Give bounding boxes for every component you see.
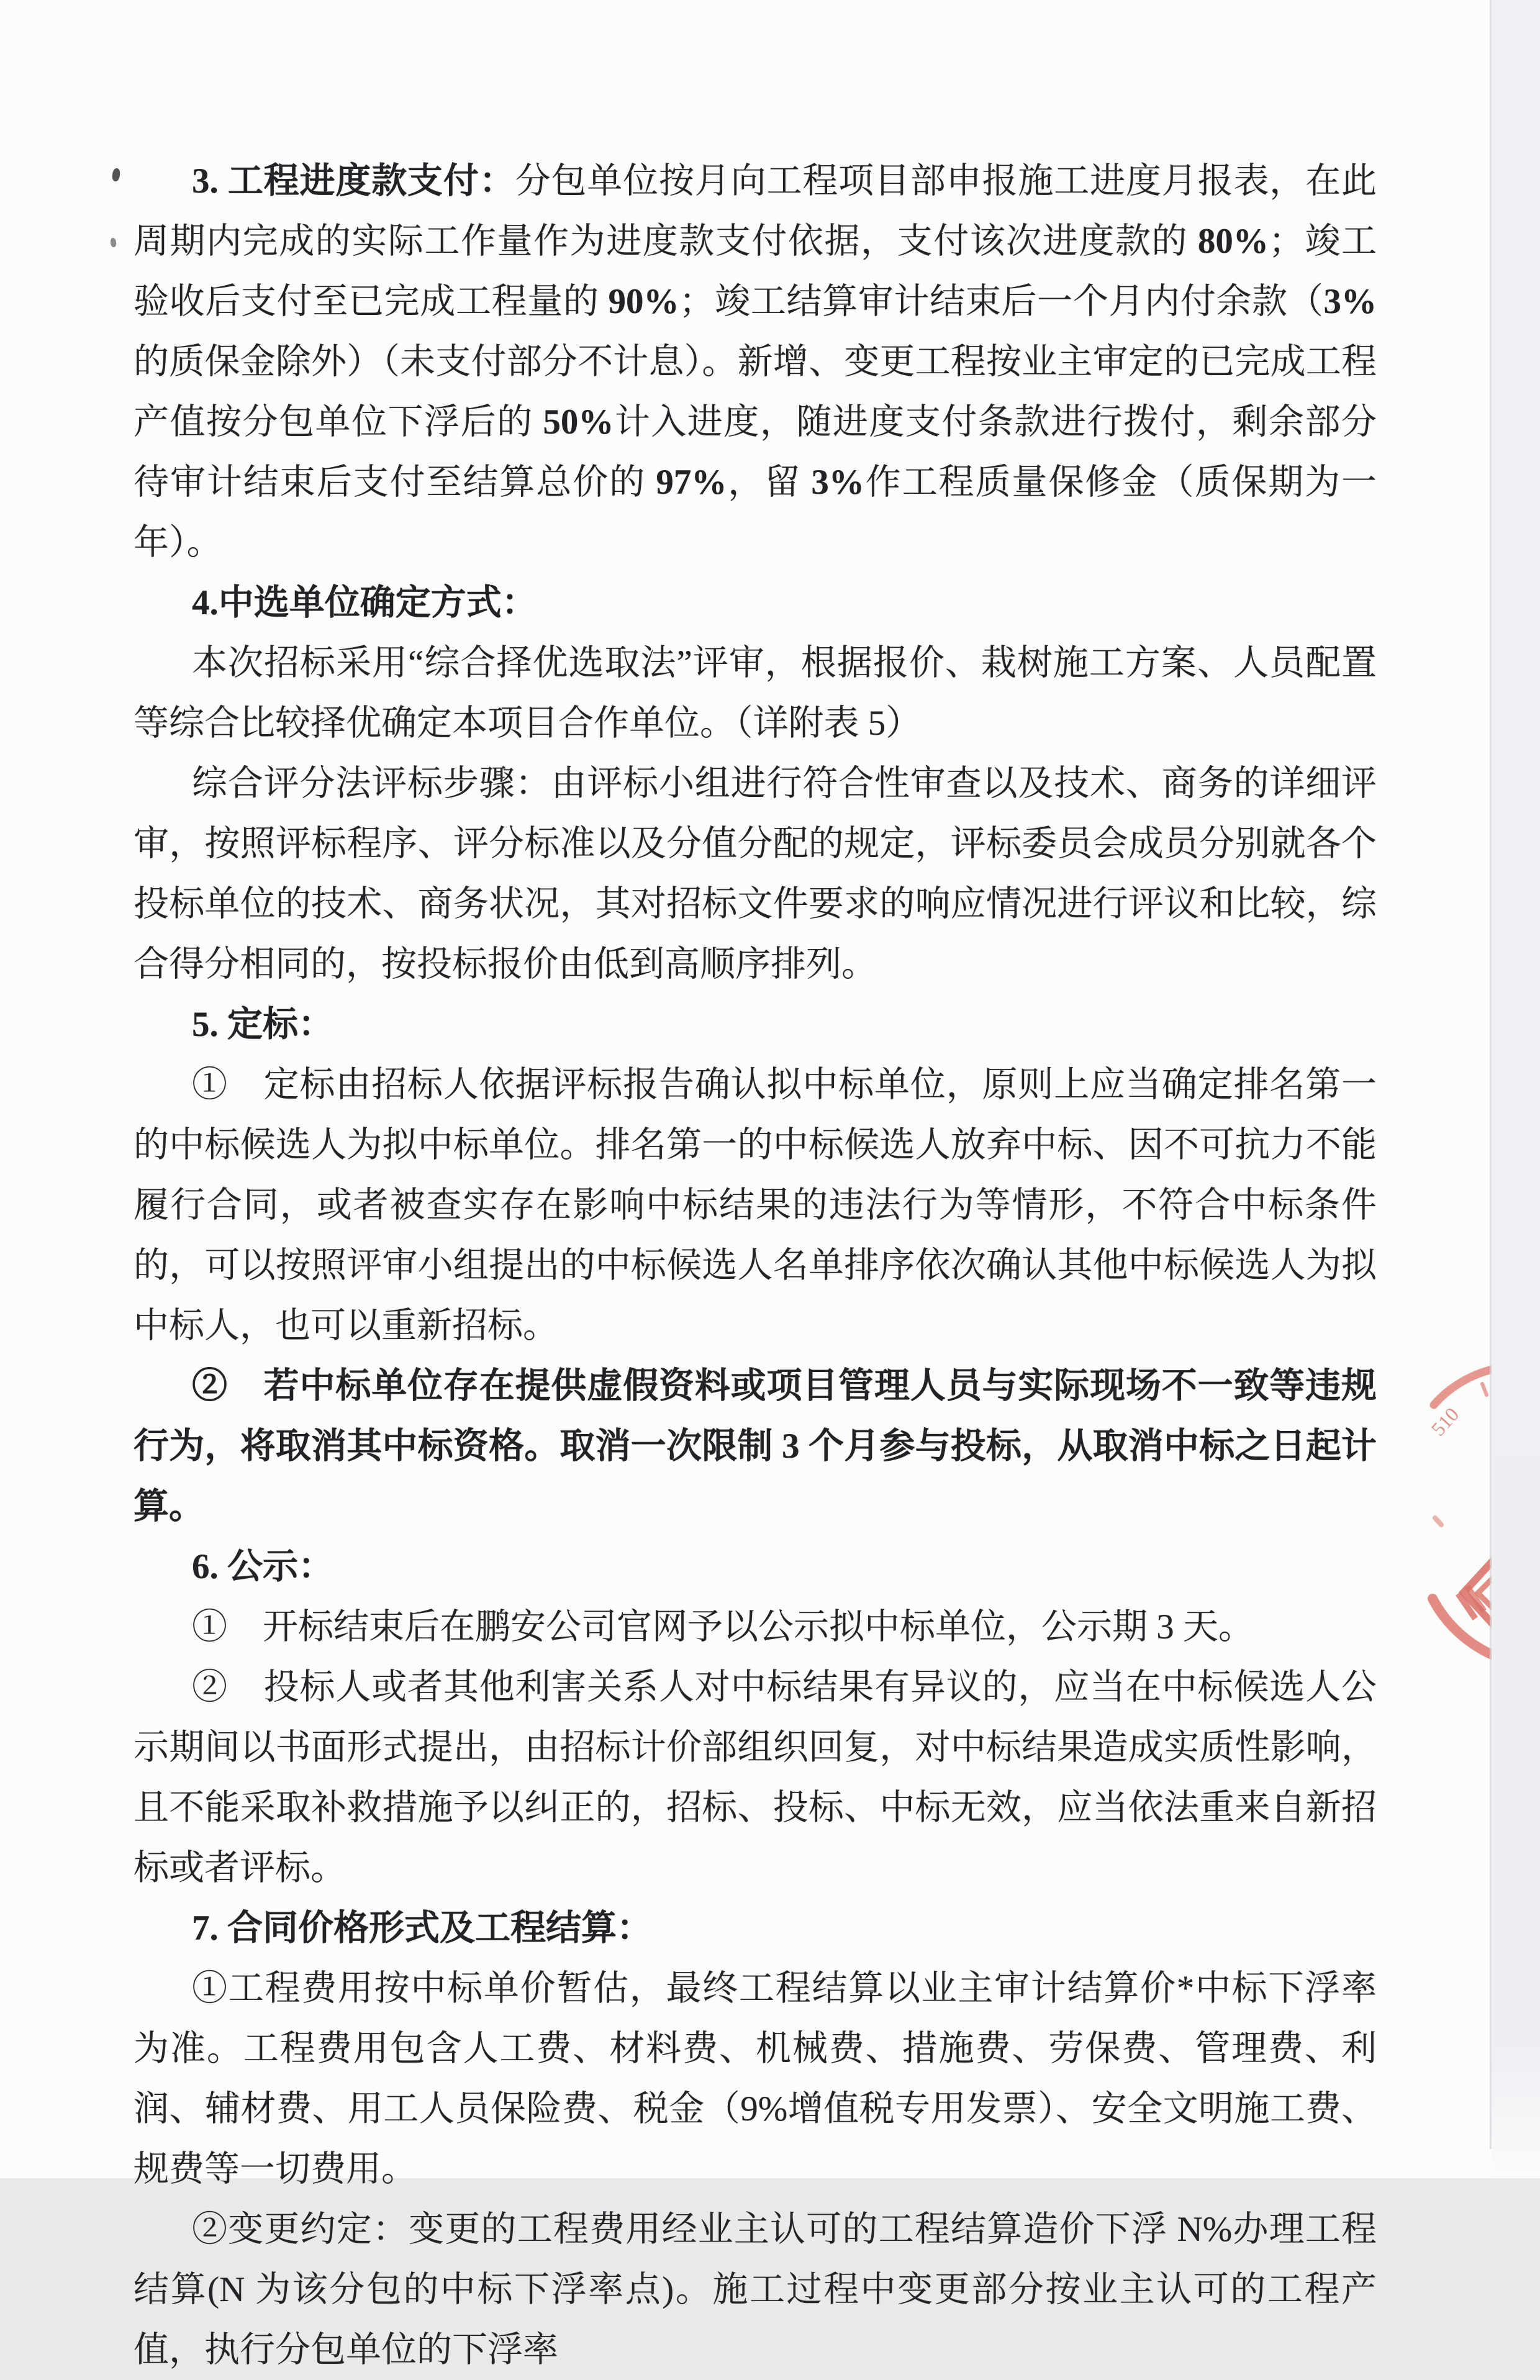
paragraph-publicity-item-2 (134, 1657, 1377, 1898)
percent-value: 80% (1197, 222, 1269, 261)
section-heading-5: 5. 定标： (192, 1005, 333, 1044)
stamp-arc-text: 510 (1426, 1402, 1464, 1440)
paragraph-heading-publicity (134, 1537, 1377, 1597)
paragraph-heading-contract-price (134, 1898, 1377, 1958)
percent-value: 3% (1323, 282, 1377, 321)
paragraph-publicity-item-1 (134, 1597, 1377, 1657)
text-segment: ① 定标由招标人依据评标报告确认拟中标单位，原则上应当确定排名第一的中标候选人为拟中标单位。排名第一的中标候选人放弃中标、因不可抗力不能履行合同，或者被查实存在影响中标结果的违法行为等情形，不符合中标条件的，可以按照评审小组提出的中标候选人名单排序依次确认其他中标候选人为拟中标人，也可以重新招标。 (134, 1065, 1377, 1345)
paragraph-contract-price-item-1 (134, 1958, 1377, 2199)
text-segment: ②变更约定：变更的工程费用经业主认可的工程结算造价下浮 N%办理工程结算(N 为该分包的中标下浮率点)。施工过程中变更部分按业主认可的工程产值，执行分包单位的下浮率 (134, 2210, 1377, 2369)
paragraph-contract-price-item-2 (134, 2199, 1377, 2380)
red-seal-stamp (1387, 1361, 1492, 1661)
text-segment: ② 投标人或者其他利害关系人对中标结果有异议的，应当在中标候选人公示期间以书面形式提出，由招标计价部组织回复，对中标结果造成实质性影响，且不能采取补救措施予以纠正的，招标、投标、中标无效，应当依法重来自新招标或者评标。 (134, 1668, 1377, 1887)
section-heading-6: 6. 公示： (192, 1547, 333, 1586)
text-segment: ，留 (727, 463, 812, 502)
text-segment: ② 若中标单位存在提供虚假资料或项目管理人员与实际现场不一致等违规行为，将取消其中标资格。取消一次限制 3 个月参与投标，从取消中标之日起计算。 (134, 1366, 1377, 1526)
percent-value: 90% (608, 282, 679, 321)
paragraph-heading-selection-method (134, 573, 1377, 633)
text-segment: 作工程质量保修金（质保期为一年）。 (134, 463, 1377, 562)
text-segment: ；竣工结算审计结束后一个月内付余款（ (679, 282, 1324, 321)
paragraph-award-item-2 (134, 1356, 1377, 1537)
section-heading-3: 3. 工程进度款支付： (192, 161, 515, 201)
scan-artifact (112, 168, 121, 181)
text-segment: 本次招标采用“综合择优选取法”评审，根据报价、栽树施工方案、人员配置等综合比较择优确定本项目合作单位。（详附表 5） (134, 643, 1377, 743)
text-segment: ①工程费用按中标单价暂估，最终工程结算以业主审计结算价*中标下浮率为准。工程费用包含人工费、材料费、机械费、措施费、劳保费、管理费、利润、辅材费、用工人员保险费、税金（9%增值税专用发票）、安全文明施工费、规费等一切费用。 (134, 1969, 1377, 2189)
paragraph-selection-method-intro (134, 633, 1377, 753)
document-body (134, 151, 1377, 2380)
text-segment: 计入进度，随进度支付条款进行拨付，剩余部分待审计结束后支付至结算总价的 (134, 402, 1377, 502)
section-heading-4: 4.中选单位确定方式： (192, 583, 537, 622)
text-segment: ① 开标结束后在鹏安公司官网予以公示拟中标单位，公示期 3 天。 (192, 1607, 1254, 1646)
stamp-top-arc (1434, 1369, 1495, 1405)
text-segment: ；竣工验收后支付至已完成工程量的 (134, 222, 1377, 321)
page-edge-line (1490, 0, 1492, 2149)
text-segment: 综合评分法评标步骤：由评标小组进行符合性审查以及技术、商务的详细评审，按照评标程序、评分标准以及分值分配的规定，评标委员会成员分别就各个投标单位的技术、商务状况，其对招标文件要求的响应情况进行评议和比较，综合得分相同的，按投标报价由低到高顺序排列。 (134, 764, 1377, 984)
percent-value: 97% (656, 463, 727, 502)
stamp-left-tick (1435, 1518, 1441, 1525)
percent-value: 50% (543, 402, 614, 442)
text-segment: 分包单位按月向工程项目部申报施工进度月报表，在此周期内完成的实际工作量作为进度款支付依据，支付该次进度款的 (134, 161, 1377, 261)
text-segment: 的质保金除外）（未支付部分不计息）。新增、变更工程按业主审定的已完成工程产值按分包单位下浮后的 (134, 342, 1377, 442)
paragraph-payment-terms (134, 151, 1377, 573)
percent-value: 3% (811, 463, 864, 502)
paragraph-heading-award (134, 994, 1377, 1055)
stamp-emblem (1460, 1560, 1493, 1625)
scan-artifact (110, 238, 117, 248)
section-heading-7: 7. 合同价格形式及工程结算： (192, 1909, 652, 1948)
stamp-bottom-arc (1433, 1599, 1495, 1656)
paragraph-award-item-1 (134, 1055, 1377, 1356)
page-edge-shadow (1492, 0, 1540, 2178)
paragraph-scoring-steps (134, 753, 1377, 994)
stamp-arc-mark (1482, 1384, 1487, 1395)
